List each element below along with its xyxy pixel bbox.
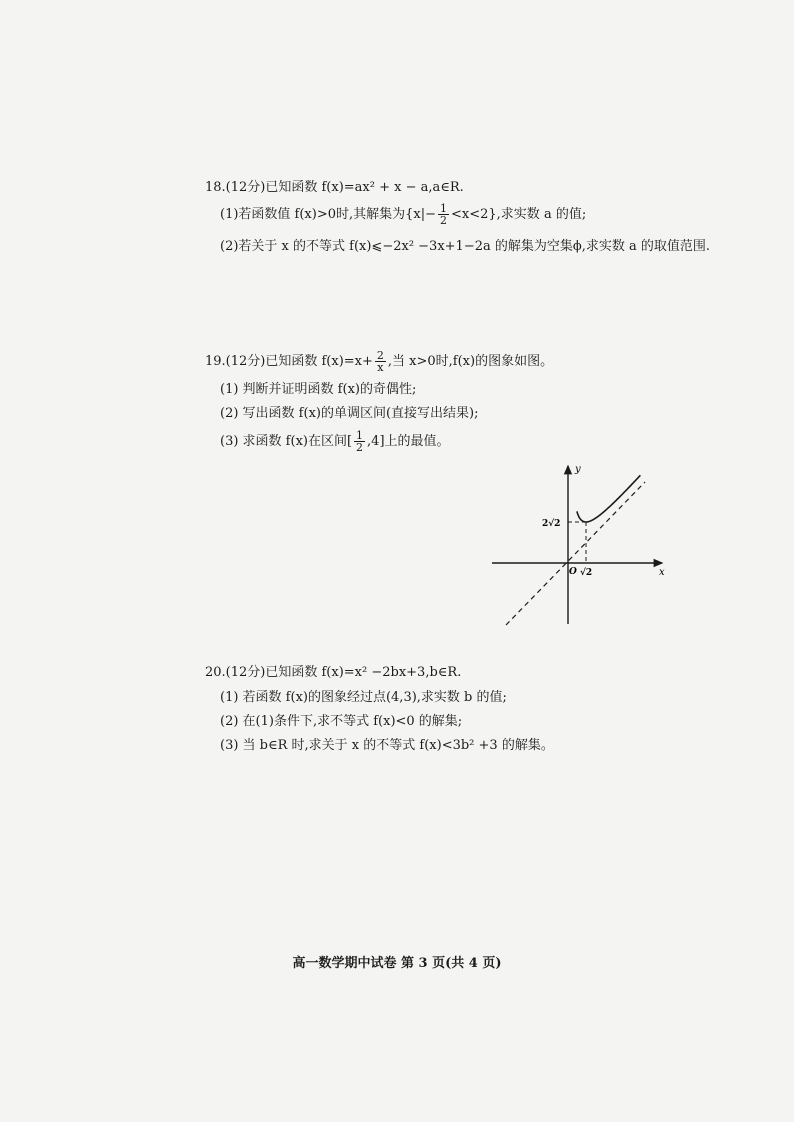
q20-heading-text: 20.(12分)已知函数 f(x)=x² −2bx+3,b∈R. (205, 665, 462, 680)
q18-part2 (220, 237, 710, 257)
q19-part3-post: ,4]上的最值。 (367, 434, 450, 449)
page-footer: 高一数学期中试卷 第 3 页(共 4 页) (292, 956, 502, 971)
q18-part2-text: (2)若关于 x 的不等式 f(x)⩽−2x² −3x+1−2a 的解集为空集ϕ,求实数 a 的取值范围. (220, 239, 711, 254)
function-graph (490, 462, 670, 632)
y-tick-label: 2√2 (542, 519, 561, 529)
origin-label: O (569, 567, 577, 577)
q19-part3-pre: (3) 求函数 f(x)在区间[ (220, 434, 353, 449)
fraction-denominator: 2 (356, 441, 364, 454)
fraction-numerator: 2 (376, 349, 384, 362)
fraction-denominator: x (377, 361, 384, 374)
q18-part1-fraction (438, 203, 449, 226)
function-curve (577, 475, 641, 522)
fraction-denominator: 2 (440, 214, 448, 227)
q19-part2-text: (2) 写出函数 f(x)的单调区间(直接写出结果); (220, 406, 479, 421)
x-tick-label: √2 (580, 568, 593, 578)
q19-heading (205, 350, 553, 373)
y-axis-label: y (575, 464, 581, 475)
q18-part1-post: <x<2},求实数 a 的值; (451, 207, 587, 222)
q19-part1-text: (1) 判断并证明函数 f(x)的奇偶性; (220, 382, 417, 397)
q19-heading-post: ,当 x>0时,f(x)的图象如图。 (387, 354, 554, 369)
q18-heading-text: 18.(12分)已知函数 f(x)=ax² + x − a,a∈R. (205, 180, 464, 195)
fraction-numerator: 1 (356, 429, 364, 442)
q18-part1-pre: (1)若函数值 f(x)>0时,其解集为{x|− (220, 207, 437, 222)
asymptote-line (506, 482, 645, 625)
q20-part3 (220, 736, 554, 756)
q19-part3 (220, 430, 450, 453)
q20-part2 (220, 712, 462, 732)
q20-part1-text: (1) 若函数 f(x)的图象经过点(4,3),求实数 b 的值; (220, 690, 507, 705)
q20-part1 (220, 688, 507, 708)
q20-part2-text: (2) 在(1)条件下,求不等式 f(x)<0 的解集; (220, 714, 463, 729)
q19-part1 (220, 380, 416, 400)
x-axis-label: x (659, 567, 665, 578)
q18-part1 (220, 203, 586, 226)
q19-heading-fraction (375, 350, 386, 373)
q20-part3-text: (3) 当 b∈R 时,求关于 x 的不等式 f(x)<3b² +3 的解集。 (220, 738, 554, 753)
q18-heading (205, 178, 464, 198)
fraction-numerator: 1 (440, 202, 448, 215)
q19-part2 (220, 404, 479, 424)
q20-heading (205, 663, 461, 683)
q19-heading-pre: 19.(12分)已知函数 f(x)=x+ (205, 354, 373, 369)
q19-part3-fraction (354, 430, 365, 453)
